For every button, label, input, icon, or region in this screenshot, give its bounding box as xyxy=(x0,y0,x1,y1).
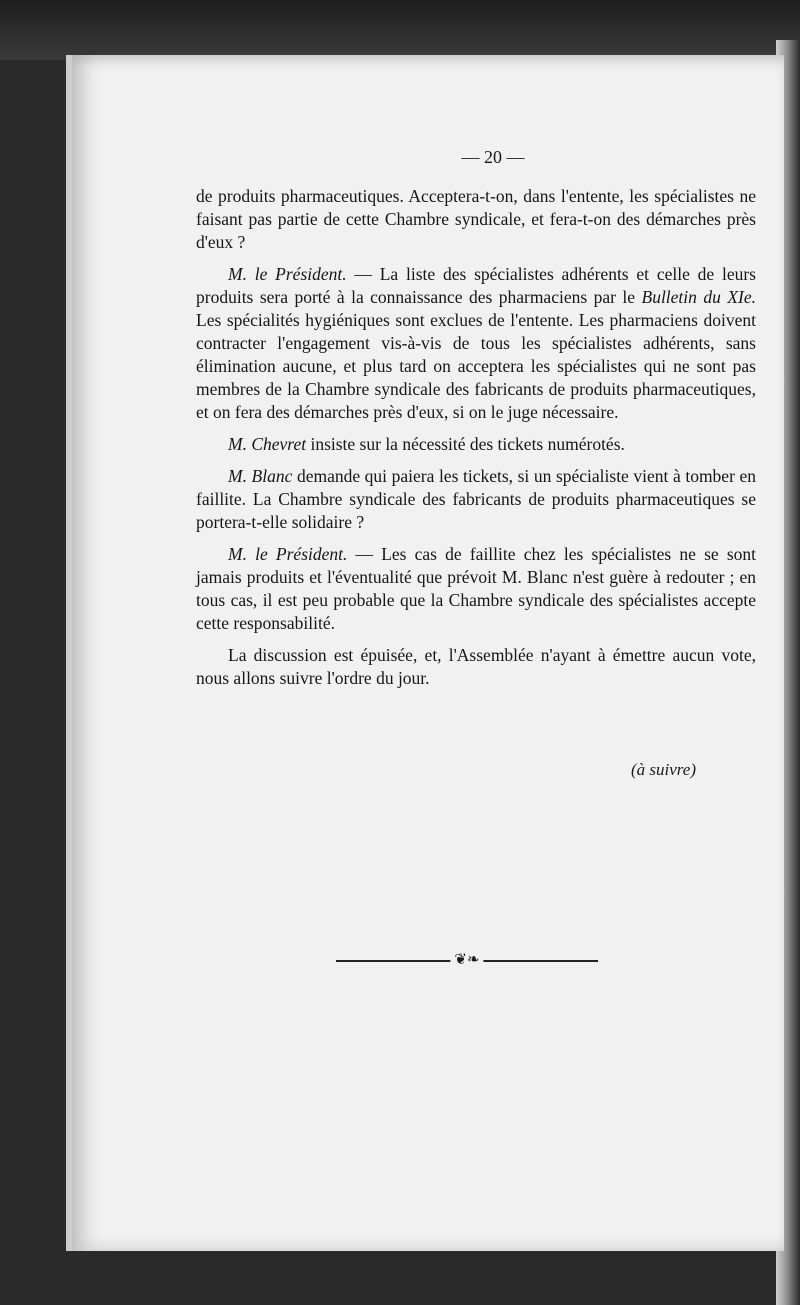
text-segment: de produits pharmaceutiques. Acceptera-t-on, dans l'entente, les spécialistes ne faisant pas partie de cette Chambre syndicale, et fera-t-on des démarches près d'eux ? xyxy=(196,186,756,252)
text-segment: Les spécialités hygiéniques sont exclues de l'entente. Les pharmaciens doivent contracter l'engagement vis-à-vis de tous les spécialistes adhérents, sans élimination aucune, et plus tard on acceptera les spécialistes qui ne sont pas membres de la Chambre syndicale des fabricants de produits pharmaceutiques, et on fera des démarches près d'eux, si on le juge nécessaire. xyxy=(196,310,756,422)
body-text xyxy=(196,185,756,699)
text-segment: La discussion est épuisée, et, l'Assemblée n'ayant à émettre aucun vote, nous allons suivre l'ordre du jour. xyxy=(196,645,756,688)
speaker-name: M. le Président. xyxy=(228,264,347,284)
fleuron-icon: ❦❧ xyxy=(450,950,483,970)
speaker-name: M. Chevret xyxy=(228,434,307,454)
speaker-name: M. Blanc xyxy=(228,466,293,486)
ornamental-divider xyxy=(336,950,598,970)
speaker-name: M. le Président. xyxy=(228,544,348,564)
page-number: — 20 — xyxy=(461,147,525,167)
continuation-note: (à suivre) xyxy=(631,760,696,779)
paragraph xyxy=(196,185,756,254)
publication-title: Bulletin du XIe. xyxy=(641,287,756,307)
paragraph xyxy=(196,433,756,456)
scan-background-top xyxy=(0,0,800,60)
text-segment: demande qui paiera les tickets, si un spécialiste vient à tomber en faillite. La Chambre syndicale des fabricants de produits pharmaceutiques se portera-t-elle solidaire ? xyxy=(196,466,756,532)
document-page xyxy=(66,55,784,1251)
text-segment: — La liste des spécialistes adhérents et celle de leurs produits sera porté à la connaissance des pharmaciens par le xyxy=(196,264,756,307)
paragraph xyxy=(196,543,756,635)
paragraph xyxy=(196,644,756,690)
paragraph xyxy=(196,465,756,534)
text-segment: — Les cas de faillite chez les spécialistes ne se sont jamais produits et l'éventualité que prévoit M. Blanc n'est guère à redouter ; en tous cas, il est peu probable que la Chambre syndicale des spécialistes accepte cette responsabilité. xyxy=(196,544,756,633)
text-segment: insiste sur la nécessité des tickets numérotés. xyxy=(306,434,625,454)
paragraph xyxy=(196,263,756,424)
